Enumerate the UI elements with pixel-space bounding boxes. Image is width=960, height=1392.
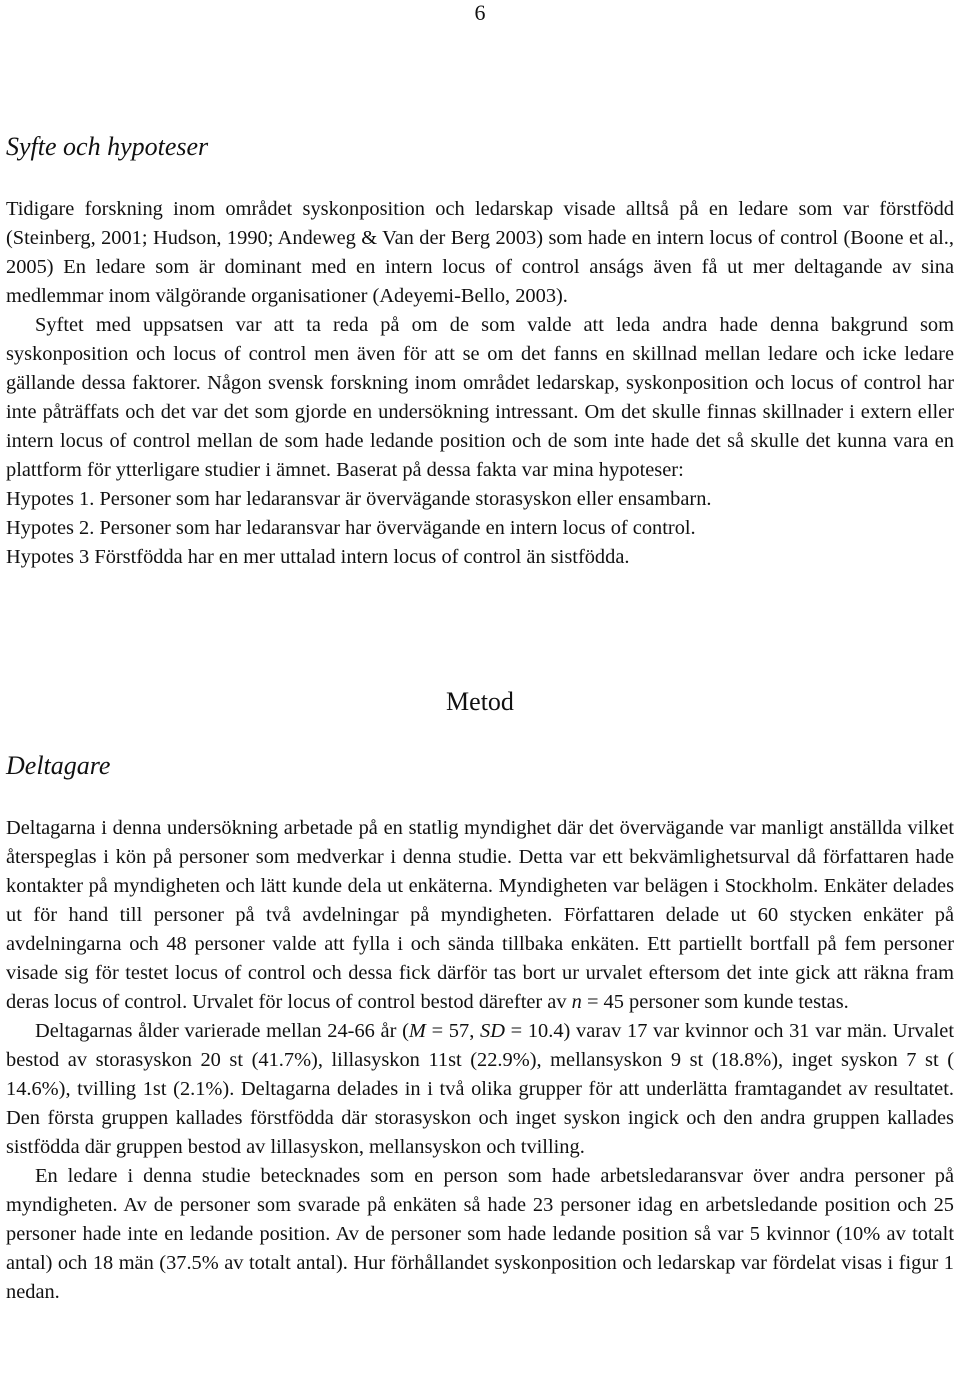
section-body-syfte xyxy=(6,195,954,572)
paragraph-demographics xyxy=(6,1017,954,1162)
text-run: = 57, xyxy=(425,1020,480,1042)
text-run: Deltagarna i denna undersökning arbetade på en statlig myndighet där det övervägande var manligt anställda vilket återspeglas i kön på personer som medverkar i denna studie. Detta var ett bekvämlighetsurval då författaren hade kontakter på myndigheten och lätt kunde dela ut enkäterna. Myndigheten var belägen i Stockholm. Enkäter delades ut för hand till personer på två avdelningar på myndigheten. Författaren delade ut 60 stycken enkäter på avdelningarna och 48 personer valde att fylla i och sända tillbaka enkäten. Ett partiellt bortfall på fem personer visade sig för testet locus of control och dessa fick därför tas bort ur urvalet eftersom det inte gick att räkna fram deras locus of control. Urvalet för locus of control bestod därefter av xyxy=(6,817,954,1013)
text-run: Deltagarnas ålder varierade mellan 24-66 år ( xyxy=(35,1020,409,1042)
section-body-deltagare xyxy=(6,814,954,1307)
section-title-syfte: Syfte och hypoteser xyxy=(6,132,209,161)
section-title-metod: Metod xyxy=(446,687,514,716)
page-number: 6 xyxy=(474,0,486,25)
text-run: = 10.4) varav 17 var kvinnor och 31 var män. Urvalet bestod av storasyskon 20 st (41.7%), lillasyskon 11st (22.9%), mellansyskon 9 st (18.8%), inget syskon 7 st ( 14.6%), tvilling 1st (2.1%). Deltagarna delades in i två olika grupper för att underlätta framtagandet av resultatet. Den första gruppen kallades förstfödda där storasyskon och inget syskon ingick och den andra gruppen kallades sistfödda där gruppen bestod av lillasyskon, mellansyskon och tvilling. xyxy=(6,1020,955,1158)
section-title-deltagare: Deltagare xyxy=(6,751,111,780)
hypothesis-3: Hypotes 3 Förstfödda har en mer uttalad intern locus of control än sistfödda. xyxy=(6,546,630,568)
stat-symbol-sd: SD xyxy=(480,1020,505,1042)
paragraph-leaders: En ledare i denna studie betecknades som en person som hade arbetsledaransvar över andra personer på myndigheten. Av de personer som svarade på enkäten så hade 23 personer idag en arbetsledande position och 25 personer hade inte en ledande position. Av de personer som hade ledande position så var 5 kvinnor (10% av totalt antal) och 18 män (37.5% av totalt antal). Hur förhållandet syskonposition och ledarskap var fördelat visas i figur 1 nedan. xyxy=(6,1165,954,1303)
paragraph-intro: Tidigare forskning inom området syskonposition och ledarskap visade alltså på en ledare som var förstfödd (Steinberg, 2001; Hudson, 1990; Andeweg & Van der Berg 2003) som hade en intern locus of control (Boone et al., 2005) En ledare som är dominant med en intern locus of control anságs även få ut mer deltagande av sina medlemmar inom välgörande organisationer (Adeyemi-Bello, 2003). xyxy=(6,198,954,307)
paragraph-purpose: Syftet med uppsatsen var att ta reda på om de som valde att leda andra hade denna bakgrund som syskonposition och locus of control men även för att se om det fanns en skillnad mellan ledare och icke ledare gällande dessa faktorer. Någon svensk forskning inom området ledarskap, syskonposition och locus of control har inte påträffats och det var det som gjorde en undersökning intressant. Om det skulle finnas skillnader i extern eller intern locus of control mellan de som hade ledande position och de som inte hade det så skulle det kunna vara en plattform för ytterligare studier i ämnet. Baserat på dessa fakta var mina hypoteser: xyxy=(6,314,954,481)
paragraph-participants xyxy=(6,814,954,1017)
stat-symbol-n: n xyxy=(571,991,582,1013)
text-run: = 45 personer som kunde testas. xyxy=(581,991,849,1013)
stat-symbol-m: M xyxy=(408,1020,426,1042)
hypothesis-2: Hypotes 2. Personer som har ledaransvar har övervägande en intern locus of control. xyxy=(6,517,696,539)
hypothesis-1: Hypotes 1. Personer som har ledaransvar är övervägande storasyskon eller ensambarn. xyxy=(6,488,712,510)
